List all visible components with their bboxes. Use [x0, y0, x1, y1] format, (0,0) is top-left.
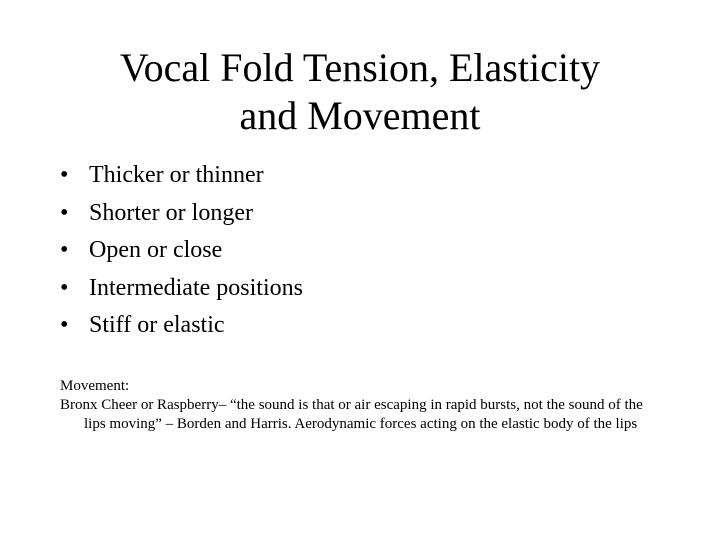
notes-section: [60, 377, 660, 434]
bullet-text: Open or close: [89, 237, 223, 263]
bullet-item: [60, 157, 680, 195]
bullet-icon: •: [60, 312, 69, 338]
slide-title-line-1: Vocal Fold Tension, Elasticity: [119, 45, 601, 90]
bullet-text: Shorter or longer: [89, 199, 253, 226]
bullet-text: Intermediate positions: [89, 274, 303, 301]
bullet-text: Stiff or elastic: [89, 312, 225, 338]
slide-title-line-2: and Movement: [239, 93, 481, 138]
bullet-icon: •: [60, 162, 69, 188]
notes-body: Bronx Cheer or Raspberry– “the sound is that or air escaping in rapid bursts, not the sound of the lips moving” – Borden and Harris. Aerodynamic forces acting on the elastic body of the lips: [60, 397, 643, 432]
bullet-item: [60, 270, 680, 308]
slide-title: [60, 44, 660, 140]
bullet-item: [60, 195, 680, 233]
bullet-item: [60, 232, 680, 270]
bullet-item: [60, 307, 680, 345]
notes-heading: Movement:: [60, 378, 130, 394]
bullet-text: Thicker or thinner: [89, 162, 264, 188]
bullet-list: [60, 157, 680, 345]
bullet-icon: •: [60, 237, 69, 263]
bullet-icon: •: [60, 274, 69, 301]
bullet-icon: •: [60, 199, 69, 226]
